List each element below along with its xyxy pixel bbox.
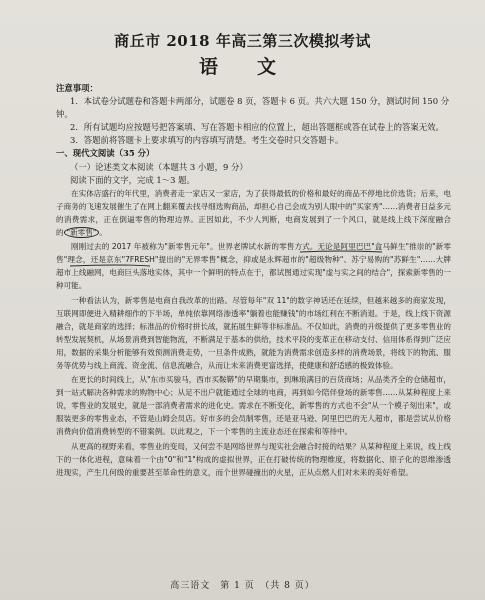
section-heading: 一、现代文阅读（35 分）	[56, 148, 155, 159]
passage-paragraph-5: 从更高的视野来看，零售业的变局，又何尝不是网络世界与现实社会融合时接的结果？从某种程度上来说，线上线下的一体化进程，意味着一个由"0"和"1"构成的虚拟世界，正在打破传统的物理维度，将数据化、原子化的思维渗透进现实，产生几何级的重要甚至革命性的意义，而个世界碰撞出的火星，正从点燃人们对未来的美好希望。	[56, 441, 451, 477]
passage-paragraph-2: 刚刚过去的 2017 年被称为"新零售元年"。世界老牌试水新的零售方式。无论是阿里巴巴"盒马鲜生"推崇的"新零售"理念，还是京东"7FRESH"提出的"无界零售"概念，抑或是永辉超市的"超级物种"、苏宁易购的"苏鲜生"……大牌超市上线融网，电商巨头落地实体，其中一个鲜明的特点在于，都试图通过实现"虚与实之间的结合"，探索新零售的一种可能。	[56, 242, 451, 291]
notice-item-1: 1．本试卷分试题卷和答题卡两部分，试题卷 8 页，答题卡 6 页。共六大题 150 分，测试时间 150 分钟。	[56, 96, 450, 120]
notice-heading: 注意事项：	[56, 83, 98, 93]
subject-title: 语 文	[198, 56, 286, 78]
page-footer: 高三语文 第 1 页 （共 8 页）	[170, 581, 315, 591]
passage-paragraph-3: 一种看法认为，新零售是电商自我改革的出路。尽管每年"双 11"的数字神话还在延续，但越来越多的商家发现，互联网即便进入精耕细作的下半场，单纯依靠网络渗透率"躺着也能赚钱"的市场红利在不断消退。于是，线上线下资源融合，就是商家的选择；标准品的价格时拼长战，就拓展生鲜等非标准品。不仅如此，消费的升级提供了更多零售业的转型发展契机，从场景消费到智能物流，不断满足于基本的供给，技术平段的变革正在移动支付、信用体系得到广泛应用，数据的采集分析能够有效预测消费走势，一旦条件成熟，就能为消费需求创造多样的消费场景，将线下的物流、服务等优势与线上商流、资金流、信息流融合，从而让未来消费更富选择，使健康和舒适感的极致体验。	[56, 295, 451, 370]
circled-term: "新零售"	[64, 227, 100, 238]
exam-title: 商丘市 2018 年高三第三次模拟考试	[114, 32, 371, 50]
sub-section-heading: （一）论述类文本阅读（本题共 3 小题，9 分）	[70, 161, 248, 172]
passage-paragraph-1	[56, 187, 451, 239]
reading-prompt: 阅读下面的文字，完成 1～3 题。	[70, 174, 195, 185]
paper-body	[56, 82, 451, 479]
passage-paragraph-4: 在更长的时间线上，从"东市买骏马，西市买鞍鞯"的早期集市，到琳琅满目的百货商场；从品类齐全的仓储超市，到一站式解决各种需求的购物中心；从足不出户就能通过全球的电商，再到如今陪伴登场的新零售……从某种程度上来说，零售业的发展史，就是一部消费者需求的进化史。需求在不断变化，新零售的方式也不会"从一个模子刻出来"，或服装更多的零售业态，不管是山姆会员店。好市多的会员制零售，还是亚马逊、阿里巴巴的无人超市，都是尝试从价格消费向价值消费转型的不错案例。以此观之，下一个零售的主流业态还在探索和等待中。	[56, 375, 451, 437]
paragraph-1-text: 在实体店盛行的年代里，消费者走一家店又一家店，为了获得最低的价格和最好的商品不停地比价选货；后来，电子商务的飞速发展催生了在网上翻来覆去找寻细选购商品，却担心自己会成为别人眼中的"买家秀"……消费者日益多元的消费需求，正在倒逼零售的物理边界。正因如此，不少人判断，电商发展到了一个风口，就是线上线下深度融合的	[56, 188, 451, 238]
notice-item-2: 2．所有试题均应按题号把答案填、写在答题卡相应的位置上，超出答题框或答在试卷上的答案无效。	[70, 122, 444, 133]
notice-item-3: 3．答题前将答题卡上要求填写的内容填写清楚。考生交卷时只交答题卡。	[70, 135, 344, 146]
paragraph-1-end: 。	[99, 228, 107, 238]
